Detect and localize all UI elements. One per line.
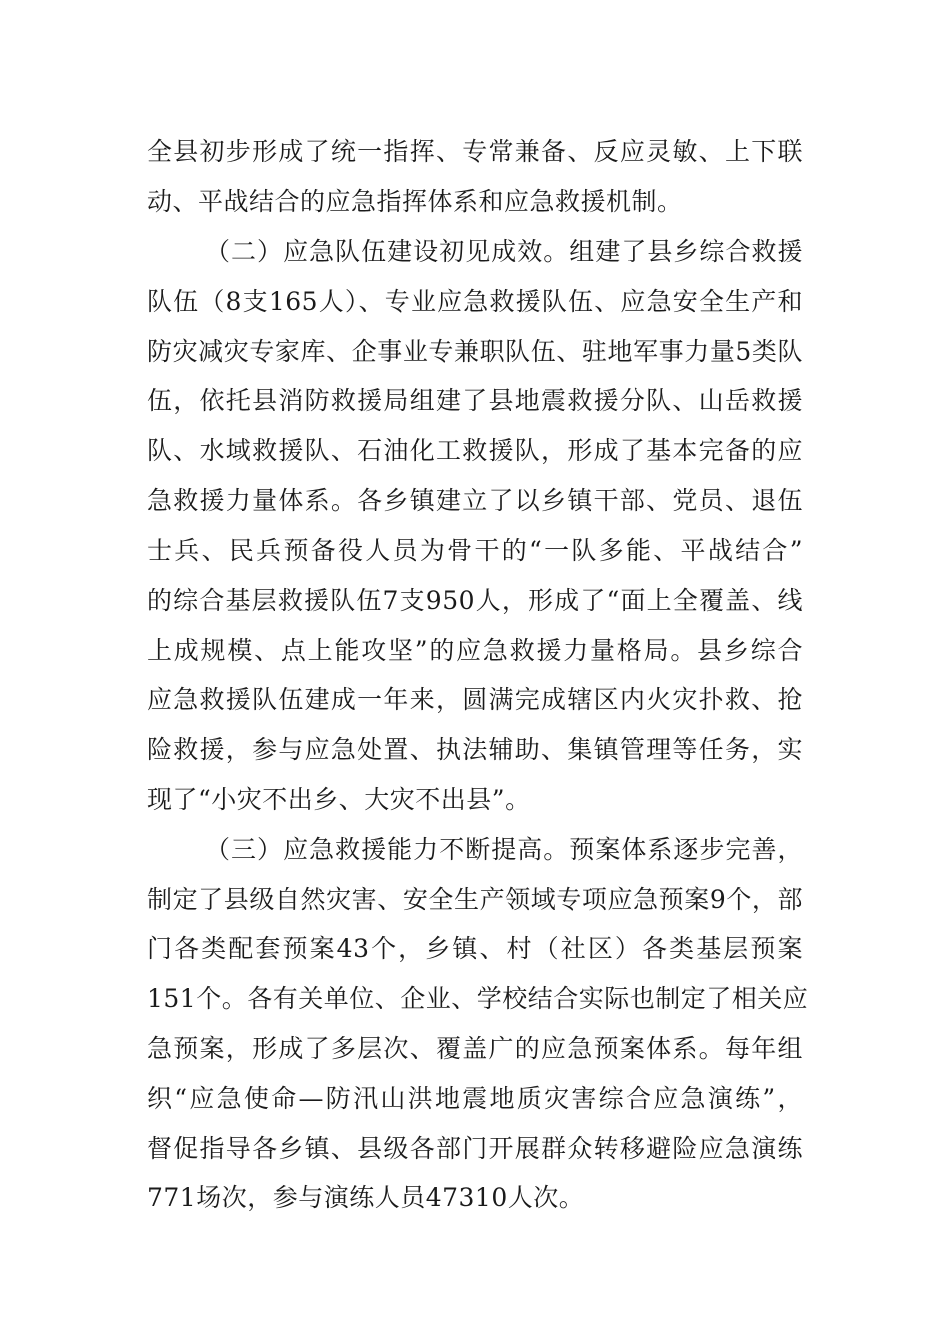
paragraph-line: 督促指导各乡镇、县级各部门开展群众转移避险应急演练 — [147, 1134, 803, 1163]
paragraph-line: 急预案，形成了多层次、覆盖广的应急预案体系。每年组 — [147, 1034, 803, 1063]
paragraph-line: 全县初步形成了统一指挥、专常兼备、反应灵敏、上下联 — [147, 137, 803, 166]
paragraph-line: 织“应急使命—防汛山洪地震地质灾害综合应急演练”， — [147, 1084, 803, 1113]
paragraph-line: （二）应急队伍建设初见成效。组建了县乡综合救援 — [205, 237, 803, 266]
paragraph-line: 上成规模、点上能攻坚”的应急救援力量格局。县乡综合 — [147, 636, 803, 665]
paragraph-line: 771场次，参与演练人员47310人次。 — [147, 1183, 585, 1212]
paragraph-line: 制定了县级自然灾害、安全生产领域专项应急预案9个，部 — [147, 885, 803, 914]
paragraph-line: 队伍（8支165人）、专业应急救援队伍、应急安全生产和 — [147, 287, 803, 316]
paragraph-line: 险救援，参与应急处置、执法辅助、集镇管理等任务，实 — [147, 735, 803, 764]
paragraph-line: 门各类配套预案43个，乡镇、村（社区）各类基层预案 — [147, 934, 803, 963]
paragraph-line: 防灾减灾专家库、企事业专兼职队伍、驻地军事力量5类队 — [147, 337, 803, 366]
paragraph-line: 急救援力量体系。各乡镇建立了以乡镇干部、党员、退伍 — [147, 486, 803, 515]
paragraph-line: 伍，依托县消防救援局组建了县地震救援分队、山岳救援 — [147, 386, 803, 415]
paragraph-line: 队、水域救援队、石油化工救援队，形成了基本完备的应 — [147, 436, 803, 465]
paragraph-line: 士兵、民兵预备役人员为骨干的“一队多能、平战结合” — [147, 536, 803, 565]
paragraph-line: 151个。各有关单位、企业、学校结合实际也制定了相关应 — [147, 984, 809, 1013]
paragraph-line: 动、平战结合的应急指挥体系和应急救援机制。 — [147, 187, 683, 216]
paragraph-line: 应急救援队伍建成一年来，圆满完成辖区内火灾扑救、抢 — [147, 685, 803, 714]
paragraph-line: 的综合基层救援队伍7支950人，形成了“面上全覆盖、线 — [147, 586, 803, 615]
paragraph-line: 现了“小灾不出乡、大灾不出县”。 — [147, 785, 531, 814]
paragraph-line: （三）应急救援能力不断提高。预案体系逐步完善， — [205, 835, 803, 864]
